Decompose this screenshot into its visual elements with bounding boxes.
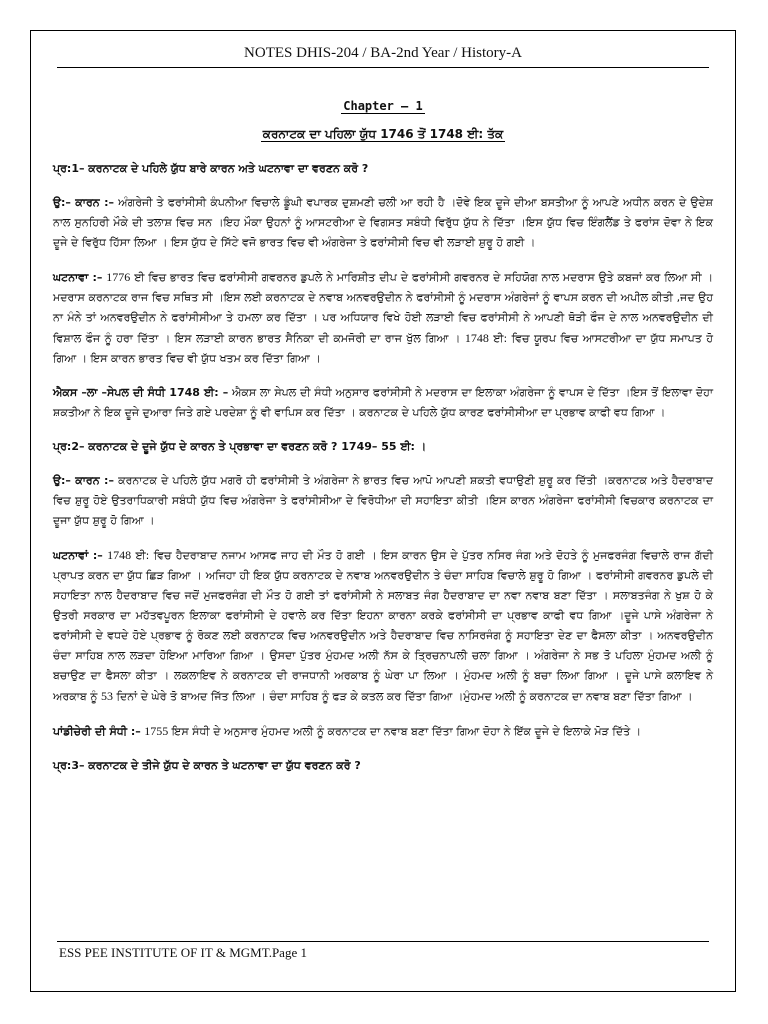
chapter-title-text: ਕਰਨਾਟਕ ਦਾ ਪਹਿਲਾ ਯੁੱਧ 1746 ਤੋਂ 1748 ਈ: ਤੱਕ [262,127,504,141]
events-2-days: 53 [100,689,113,703]
events-1-year: 1776 [106,270,131,284]
chapter-heading [31,99,735,113]
treaty-2-label: ਪਾਂਡੀਚੇਰੀ ਦੀ ਸੰਧੀ :– [53,725,141,738]
page-header: NOTES DHIS-204 / BA-2nd Year / History-A [244,45,522,61]
answer-1-causes [53,193,713,253]
answer-2-text: ਕਰਨਾਟਕ ਦੇ ਪਹਿਲੇ ਯੁੱਧ ਮਗਰੋ ਹੀ ਫਰਾਂਸੀਸੀ ਤੇ ਅੰਗਰੇਜਾ ਨੇ ਭਾਰਤ ਵਿਚ ਆਪੋ ਆਪਣੀ ਸ਼ਕਤੀ ਵਧਾਉਣੀ ਸ਼ੁਰੂ ਕਰ ਦਿੱਤੀ ।ਕਰਨਾਟਕ ਅਤੇ ਹੈਦਰਾਬਾਦ ਵਿਚ ਸ਼ੁਰੂ ਹੋਏ ਉਤਰਾਧਿਕਾਰੀ ਸਬੰਧੀ ਯੁੱਧ ਵਿਚ ਅੰਗਰੇਜਾ ਤੇ ਫਰਾਂਸੀਸੀਆ ਦੇ ਵਿਰੋਧੀਆ ਦੀ ਸਹਾਇਤਾ ਕੀਤੀ ।ਇਸ ਕਾਰਨ ਅੰਗਰੇਜਾ ਫਰਾਂਸੀਸੀ ਵਿਚਕਾਰ ਕਰਨਾਟਕ ਦਾ ਦੂਜਾ ਯੁੱਧ ਸ਼ੁਰੂ ਹੋ ਗਿਆ । [53,474,713,527]
treaty-1-text: ਐਕਸ ਲਾ ਸੇਪਲ ਦੀ ਸੰਧੀ ਅਨੁਸਾਰ ਫਰਾਂਸੀਸੀ ਨੇ ਮਦਰਾਸ ਦਾ ਇਲਾਕਾ ਅੰਗਰੇਜਾ ਨੂੰ ਵਾਪਸ ਦੇ ਦਿੱਤਾ ।ਇਸ ਤੋਂ ਇਲਾਵਾ ਦੋਹਾ ਸ਼ਕਤੀਆ ਨੇ ਇਕ ਦੂਜੇ ਦੁਆਰਾ ਜਿਤੇ ਗਏ ਪਰਦੇਸ਼ਾ ਨੂੰ ਵੀ ਵਾਪਿਸ ਕਰ ਦਿੱਤਾ । ਕਰਨਾਟਕ ਦੇ ਪਹਿਲੇ ਯੁੱਧ ਕਾਰਣ ਫਰਾਂਸੀਸੀਆ ਦਾ ਪ੍ਰਭਾਵ ਕਾਫੀ ਵਧ ਗਿਆ । [53,386,714,419]
treaty-1-label: ਐਕਸ –ਲਾ –ਸੇਪਲ ਦੀ ਸੰਧੀ 1748 ਈ: – [53,386,229,399]
answer-2-causes [53,471,713,531]
answer-1-text: ਅੰਗਰੇਜੀ ਤੇ ਫਰਾਂਸੀਸੀ ਕੰਪਨੀਆ ਵਿਚਾਲੇ ਡੂੰਘੀ ਵਪਾਰਕ ਦੁਸ਼ਮਣੀ ਚਲੀ ਆ ਰਹੀ ਹੈ ।ਦੋਵੇ ਇਕ ਦੂਜੇ ਦੀਆ ਬਸਤੀਆ ਨੂੰ ਆਪਣੇ ਅਧੀਨ ਕਰਨ ਦੇ ਉਦੇਸ਼ ਨਾਲ ਸੁਨਹਿਰੀ ਮੌਕੇ ਦੀ ਤਲਾਸ਼ ਵਿਚ ਸਨ ।ਇਹ ਮੌਕਾ ਉਹਨਾਂ ਨੂੰ ਆਸਟਰੀਆ ਦੇ ਵਿਗਸਤ ਸਬੰਧੀ ਵਿਰੁੱਧ ਯੁੱਧ ਨੇ ਦਿੱਤਾ ।ਇਸ ਯੁੱਧ ਵਿਚ ਇੰਗਲੈਂਡ ਤੇ ਫਰਾਂਸ ਦੋਵਾ ਨੇ ਇਕ ਦੂਜੇ ਦੇ ਵਿਰੁੱਧ ਹਿੱਸਾ ਲਿਆ । ਇਸ ਯੁੱਧ ਦੇ ਸਿੱਟੇ ਵਜੋ ਭਾਰਤ ਵਿਚ ਵੀ ਅੰਗਰੇਜਾ ਤੇ ਫਰਾਂਸੀਸੀ ਵਿਚ ਵੀ ਲੜਾਈ ਸ਼ੁਰੂ ਹੋ ਗਈ । [53,196,714,249]
treaty-2-year: 1755 [144,724,169,738]
answer-2-label: ਉ:– ਕਾਰਨ :– [53,474,114,487]
chapter-title [31,127,735,142]
events-2-text-2: ਦਿਨਾਂ ਦੇ ਘੇਰੇ ਤੋ ਬਾਅਦ ਜਿੱਤ ਲਿਆ । ਚੰਦਾ ਸਾਹਿਬ ਨੂੰ ਫੜ ਕੇ ਕਤਲ ਕਰ ਦਿੱਤਾ ਗਿਆ ।ਮੁੰਹਮਦ ਅਲੀ ਨੂੰ ਕਰਨਾਟਕ ਦਾ ਨਵਾਬ ਬਣਾ ਦਿੱਤਾ ਗਿਆ । [116,690,693,703]
events-2-text: ਈ: ਵਿਚ ਹੈਦਰਾਬਾਦ ਨਜਾਮ ਆਸਫ ਜਾਹ ਦੀ ਮੌਤ ਹੋ ਗਈ । ਇਸ ਕਾਰਨ ਉਸ ਦੇ ਪੁੱਤਰ ਨਸਿਰ ਜੰਗ ਅਤੇ ਦੋਹਤੇ ਨੂੰ ਮੁਜਫਰਜੰਗ ਵਿਚਾਲੇ ਰਾਜ ਗੱਦੀ ਪ੍ਰਾਪਤ ਕਰਨ ਦਾ ਯੁੱਧ ਛਿੜ ਗਿਆ । ਅਜਿਹਾ ਹੀ ਇਕ ਯੁੱਧ ਕਰਨਾਟਕ ਦੇ ਨਵਾਬ ਅਨਵਰਉਦੀਨ ਤੇ ਚੰਦਾ ਸਾਹਿਬ ਵਿਚਾਲੇ ਸ਼ੁਰੂ ਹੋ ਗਿਆ । ਫਰਾਂਸੀਸੀ ਗਵਰਨਰ ਡੁਪਲੇ ਦੀ ਸਹਾਇਤਾ ਨਾਲ ਹੈਦਰਾਬਾਦ ਵਿਚ ਜਦੋਂ ਮੁਜਫਰਜੰਗ ਦੀ ਮੌਤ ਹੋ ਗਈ ਤਾਂ ਫਰਾਂਸੀਸੀ ਨੇ ਸਲਾਬਤ ਜੰਗ ਹੈਦਰਾਬਾਦ ਦਾ ਨਵਾ ਨਵਾਬ ਬਣਾ ਦਿੱਤਾ । ਸਲਾਬਤਜੰਗ ਨੇ ਖੁਸ਼ ਹੋ ਕੇ ਉਤਰੀ ਸਰਕਾਰ ਦਾ ਮਹੱਤਵਪੂਰਨ ਇਲਾਕਾ ਫਰਾਂਸੀਸੀ ਦੇ ਹਵਾਲੇ ਕਰ ਦਿੱਤਾ ਇਹਨਾ ਕਾਰਨਾ ਕਰਕੇ ਫਰਾਂਸੀਸੀ ਦਾ ਪ੍ਰਭਾਵ ਕਾਫੀ ਵਧ ਗਿਆ ।ਦੂਜੇ ਪਾਸੇ ਅੰਗਰੇਜਾ ਨੇ ਫਰਾਂਸੀਸੀ ਦੇ ਵਧਦੇ ਹੋਏ ਪ੍ਰਭਾਵ ਨੂੰ ਰੋਕਣ ਲਈ ਕਰਨਾਟਕ ਵਿਚ ਅਨਵਰਉਦੀਨ ਅਤੇ ਹੈਦਰਾਬਾਦ ਵਿਚ ਨਾਸਿਰਜੰਗ ਨੂੰ ਸਹਾਇਤਾ ਦੇਣ ਦਾ ਫੈਸਲਾ ਕੀਤਾ । ਅਨਵਰਉਦੀਨ ਚੰਦਾ ਸਾਹਿਬ ਨਾਲ ਲੜਦਾ ਹੋਇਆ ਮਾਰਿਆ ਗਿਆ । ਉਸਦਾ ਪੁੱਤਰ ਮੁੰਹਮਦ ਅਲੀ ਨੱਸ ਕੇ ਤ੍ਰਿਚਨਾਪਲੀ ਚਲਾ ਗਿਆ । ਅੰਗਰੇਜਾ ਨੇ ਸਭ ਤੋ ਪਹਿਲਾ ਮੁੰਹਮਦ ਅਲੀ ਨੂੰ ਬਚਾਉਣ ਦਾ ਫੈਸਲਾ ਕੀਤਾ । ਲਕਲਾਇਵ ਨੇ ਕਰਨਾਟਕ ਦੀ ਰਾਜਧਾਨੀ ਅਰਕਾਬ ਨੂੰ ਘੇਰਾ ਪਾ ਲਿਆ । ਮੁੰਹਮਦ ਅਲੀ ਨੂੰ ਬਚਾ ਲਿਆ ਗਿਆ । ਦੂਜੇ ਪਾਸੇ ਕਲਾਇਵ ਨੇ ਅਰਕਾਬ ਨੂੰ [53,549,714,703]
events-2-label: ਘਟਨਾਵਾਂ :– [53,549,103,562]
events-1-text: ਈ ਵਿਚ ਭਾਰਤ ਵਿਚ ਫਰਾਂਸੀਸੀ ਗਵਰਨਰ ਡੁਪਲੇ ਨੇ ਮਾਰਿਸ਼ੀਤ ਦੀਪ ਦੇ ਫਰਾਂਸੀਸੀ ਗਵਰਨਰ ਦੇ ਸਹਿਯੋਗ ਨਾਲ ਮਦਰਾਸ ਉਤੇ ਕਬਜਾਂ ਕਰ ਲਿਆ ਸੀ ।ਮਦਰਾਸ ਕਰਨਾਟਕ ਰਾਜ ਵਿਚ ਸਥਿਤ ਸੀ ।ਇਸ ਲਈ ਕਰਨਾਟਕ ਦੇ ਨਵਾਬ ਅਨਵਰਉਦੀਨ ਨੇ ਫਰਾਂਸੀਸੀ ਨੂੰ ਮਦਰਾਸ ਅੰਗਰੇਜਾਂ ਨੂੰ ਵਾਪਸ ਕਰਨ ਦੀ ਅਪੀਲ ਕੀਤੀ ,ਜਦ ਉਹ ਨਾ ਮੰਨੇ ਤਾਂ ਅਨਵਰਉਦੀਨ ਨੇ ਫਰਾਂਸੀਸੀਆ ਤੇ ਹਮਲਾ ਕਰ ਦਿੱਤਾ । ਪਰ ਅਧਿਯਾਰ ਵਿਖੇ ਹੋਈ ਲੜਾਈ ਵਿਚ ਫਰਾਂਸੀਸੀ ਨੇ ਆਪਣੀ ਥੋੜੀ ਫੌਜ ਦੇ ਨਾਲ ਅਨਵਰਉਦੀਨ ਦੀ ਵਿਸ਼ਾਲ ਫੌਜ ਨੂੰ ਹਰਾ ਦਿੱਤਾ । ਇਸ ਲੜਾਈ ਕਾਰਨ ਭਾਰਤ ਸੈਨਿਕਾ ਦੀ ਕਮਜੋਰੀ ਦਾ ਰਾਜ ਖੁੱਲ ਗਿਆ । [53,271,713,345]
page-frame [30,30,736,992]
chapter-number: Chapter – 1 [343,99,423,113]
treaty-pondicherry [53,721,713,742]
header-rule [57,67,709,68]
page-footer: ESS PEE INSTITUTE OF IT & MGMT.Page 1 [59,945,307,960]
events-2 [53,545,713,707]
events-1-text-2: ਈ: ਵਿਚ ਯੂਰਪ ਵਿਚ ਆਸਟਰੀਆ ਦਾ ਯੁੱਧ ਸਮਾਪਤ ਹੋ ਗਿਆ । ਇਸ ਕਾਰਨ ਭਾਰਤ ਵਿਚ ਵੀ ਯੁੱਧ ਖਤਮ ਕਰ ਦਿੱਤਾ ਗਿਆ । [53,332,714,365]
footer-rule [57,941,709,942]
treaty-2-text: ਇਸ ਸੰਧੀ ਦੇ ਅਨੁਸਾਰ ਮੁੰਹਮਦ ਅਲੀ ਨੂੰ ਕਰਨਾਟਕ ਦਾ ਨਵਾਬ ਬਣਾ ਦਿੱਤਾ ਗਿਆ ਦੋਹਾ ਨੇ ਇੱਕ ਦੂਜੇ ਦੇ ਇਲਾਕੇ ਮੋੜ ਦਿੱਤੇ । [171,725,642,738]
events-2-year: 1748 [107,548,132,562]
question-3: ਪ੍ਰ:3– ਕਰਨਾਟਕ ਦੇ ਤੀਜੇ ਯੁੱਧ ਦੇ ਕਾਰਨ ਤੇ ਘਟਨਾਵਾ ਦਾ ਯੁੱਧ ਵਰਣਨ ਕਰੋ ? [53,759,361,772]
events-1-year-2: 1748 [464,331,489,345]
question-1: ਪ੍ਰ:1– ਕਰਨਾਟਕ ਦੇ ਪਹਿਲੇ ਯੁੱਧ ਬਾਰੇ ਕਾਰਨ ਅਤੇ ਘਟਨਾਵਾ ਦਾ ਵਰਣਨ ਕਰੋ ? [53,162,369,175]
treaty-aix-la-chapelle [53,383,713,423]
content [53,159,713,790]
events-1 [53,267,713,369]
question-2: ਪ੍ਰ:2– ਕਰਨਾਟਕ ਦੇ ਦੂਜੇ ਯੁੱਧ ਦੇ ਕਾਰਨ ਤੇ ਪ੍ਰਭਾਵਾ ਦਾ ਵਰਣਨ ਕਰੋ ? 1749– 55 ਈ: । [53,440,427,453]
answer-1-label: ਉ:– ਕਾਰਨ :– [53,196,114,209]
events-1-label: ਘਟਨਾਵਾ :– [53,271,103,284]
